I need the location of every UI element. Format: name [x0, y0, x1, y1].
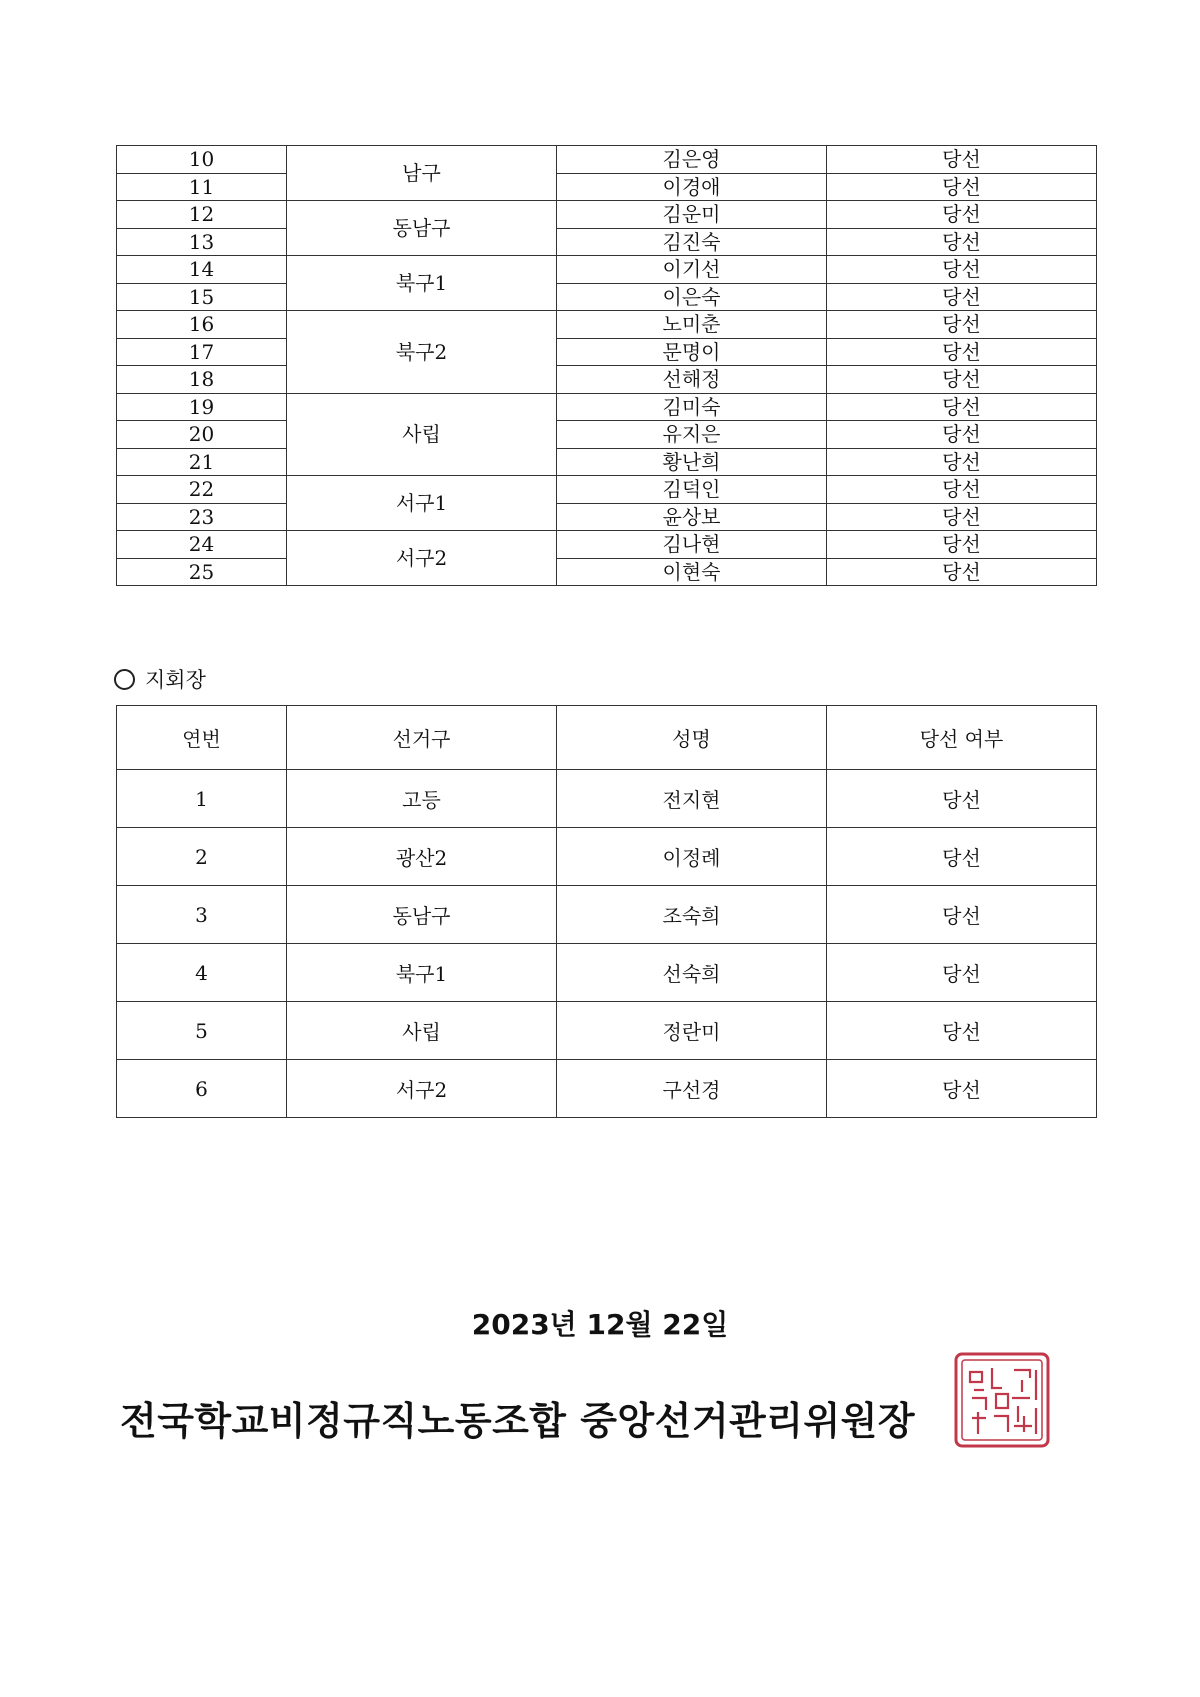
- row-name: 구선경: [557, 1060, 827, 1118]
- row-number: 12: [117, 201, 287, 229]
- row-name: 김덕인: [557, 476, 827, 504]
- row-name: 유지은: [557, 421, 827, 449]
- circle-bullet-icon: [114, 669, 135, 690]
- row-district: 남구: [287, 146, 557, 201]
- row-name: 선숙희: [557, 944, 827, 1002]
- row-number: 10: [117, 146, 287, 174]
- table-row: [117, 256, 1097, 284]
- row-number: 18: [117, 366, 287, 394]
- table-row: [117, 944, 1097, 1002]
- row-result: 당선: [827, 448, 1097, 476]
- row-name: 전지현: [557, 770, 827, 828]
- table-row: [117, 146, 1097, 174]
- row-number: 16: [117, 311, 287, 339]
- row-name: 이현숙: [557, 558, 827, 586]
- row-name: 김진숙: [557, 228, 827, 256]
- row-result: 당선: [827, 886, 1097, 944]
- table-row: [117, 393, 1097, 421]
- row-result: 당선: [827, 201, 1097, 229]
- row-number: 3: [117, 886, 287, 944]
- results-table-continued: [116, 145, 1097, 586]
- table-row: [117, 503, 1097, 531]
- row-result: 당선: [827, 770, 1097, 828]
- header-result: 당선 여부: [827, 706, 1097, 770]
- row-name: 김미숙: [557, 393, 827, 421]
- row-name: 조숙희: [557, 886, 827, 944]
- section-title: 지회장: [145, 668, 206, 692]
- table-row: [117, 828, 1097, 886]
- table-row: [117, 886, 1097, 944]
- row-district: 서구2: [287, 531, 557, 586]
- table-row: [117, 311, 1097, 339]
- table-row: [117, 1060, 1097, 1118]
- header-district: 선거구: [287, 706, 557, 770]
- table-row: [117, 476, 1097, 504]
- row-result: 당선: [827, 531, 1097, 559]
- row-result: 당선: [827, 421, 1097, 449]
- table-row: [117, 366, 1097, 394]
- table-row: [117, 1002, 1097, 1060]
- table-row: [117, 558, 1097, 586]
- row-name: 이정례: [557, 828, 827, 886]
- table-row: [117, 421, 1097, 449]
- row-name: 김은영: [557, 146, 827, 174]
- seal-border: [956, 1354, 1048, 1446]
- row-number: 13: [117, 228, 287, 256]
- section-heading: [114, 664, 206, 694]
- header-name: 성명: [557, 706, 827, 770]
- row-district: 사립: [287, 393, 557, 476]
- row-result: 당선: [827, 944, 1097, 1002]
- row-result: 당선: [827, 558, 1097, 586]
- row-number: 24: [117, 531, 287, 559]
- row-name: 황난희: [557, 448, 827, 476]
- row-result: 당선: [827, 228, 1097, 256]
- row-number: 1: [117, 770, 287, 828]
- row-district: 서구2: [287, 1060, 557, 1118]
- official-seal-stamp: [952, 1350, 1052, 1450]
- row-district: 동남구: [287, 201, 557, 256]
- table-row: [117, 283, 1097, 311]
- row-name: 정란미: [557, 1002, 827, 1060]
- row-name: 노미춘: [557, 311, 827, 339]
- row-name: 이은숙: [557, 283, 827, 311]
- row-result: 당선: [827, 503, 1097, 531]
- row-number: 17: [117, 338, 287, 366]
- seal-glyph-strokes: [970, 1368, 1036, 1434]
- row-name: 문명이: [557, 338, 827, 366]
- row-result: 당선: [827, 1002, 1097, 1060]
- row-district: 서구1: [287, 476, 557, 531]
- row-name: 선해정: [557, 366, 827, 394]
- row-number: 21: [117, 448, 287, 476]
- issuer-title: 전국학교비정규직노동조합 중앙선거관리위원장: [120, 1399, 916, 1443]
- row-name: 김나현: [557, 531, 827, 559]
- row-result: 당선: [827, 283, 1097, 311]
- table-row: [117, 531, 1097, 559]
- table-row: [117, 228, 1097, 256]
- row-name: 이경애: [557, 173, 827, 201]
- row-number: 19: [117, 393, 287, 421]
- row-name: 이기선: [557, 256, 827, 284]
- row-number: 14: [117, 256, 287, 284]
- row-result: 당선: [827, 173, 1097, 201]
- row-name: 김운미: [557, 201, 827, 229]
- table-row: [117, 338, 1097, 366]
- row-district: 광산2: [287, 828, 557, 886]
- row-number: 20: [117, 421, 287, 449]
- row-result: 당선: [827, 338, 1097, 366]
- row-result: 당선: [827, 828, 1097, 886]
- row-district: 동남구: [287, 886, 557, 944]
- row-result: 당선: [827, 393, 1097, 421]
- row-result: 당선: [827, 146, 1097, 174]
- row-name: 윤상보: [557, 503, 827, 531]
- row-district: 북구1: [287, 256, 557, 311]
- row-result: 당선: [827, 1060, 1097, 1118]
- branch-chair-table: [116, 705, 1097, 1118]
- row-result: 당선: [827, 311, 1097, 339]
- row-number: 4: [117, 944, 287, 1002]
- row-number: 25: [117, 558, 287, 586]
- row-result: 당선: [827, 256, 1097, 284]
- row-district: 북구1: [287, 944, 557, 1002]
- row-number: 6: [117, 1060, 287, 1118]
- row-number: 11: [117, 173, 287, 201]
- row-result: 당선: [827, 366, 1097, 394]
- row-number: 15: [117, 283, 287, 311]
- table-row: [117, 201, 1097, 229]
- row-district: 고등: [287, 770, 557, 828]
- document-date: 2023년 12월 22일: [471, 1308, 729, 1341]
- table-header-row: [117, 706, 1097, 770]
- row-number: 22: [117, 476, 287, 504]
- row-district: 사립: [287, 1002, 557, 1060]
- row-district: 북구2: [287, 311, 557, 394]
- header-number: 연번: [117, 706, 287, 770]
- row-number: 5: [117, 1002, 287, 1060]
- row-result: 당선: [827, 476, 1097, 504]
- row-number: 2: [117, 828, 287, 886]
- table-row: [117, 770, 1097, 828]
- table-row: [117, 173, 1097, 201]
- row-number: 23: [117, 503, 287, 531]
- table-row: [117, 448, 1097, 476]
